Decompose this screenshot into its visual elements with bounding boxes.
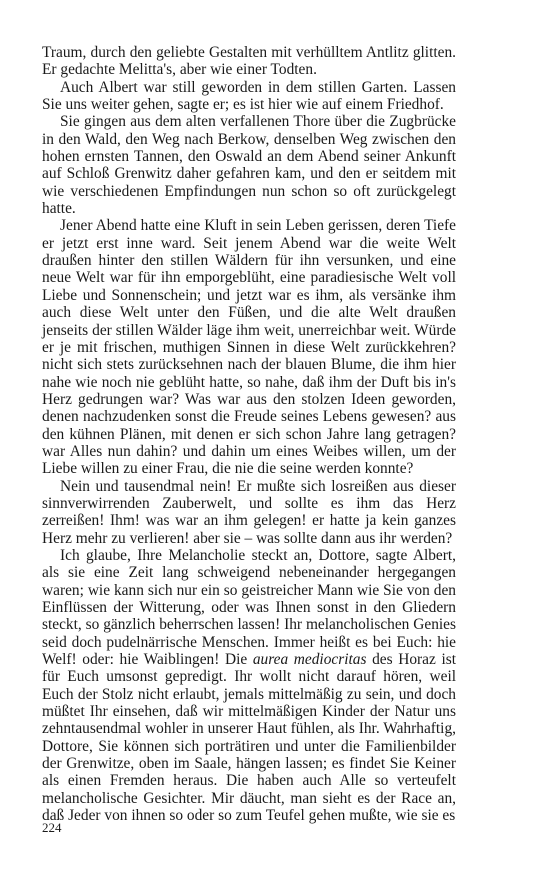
- page-number: 224: [42, 820, 62, 835]
- paragraph-text: des Horaz ist für Euch umsonst gepredigt. Ihr wollt nicht darauf hören, weil Euch der Stolz nicht erlaubt, jemals mittelmäßig zu sein, und doch müßtet Ihr einsehen, daß wir mittelmäßigen Kinder der Natur uns zehntausendmal wohler in unserer Haut fühlen, als Ihr. Wahrhaftig, Dottore, Sie können sich porträtiren und unter die Familienbilder der Grenwitze, oben im Saale, hängen lassen; es findet Sie Keiner als einen Fremden heraus. Die haben auch Alle so verteufelt melancholische Gesichter. Mir däucht, man sieht es der Race an, daß Jeder von ihnen so oder so zum Teufel gehen mußte, wie sie es: [42, 651, 456, 825]
- paragraph: Jener Abend hatte eine Kluft in sein Leben gerissen, deren Tiefe er jetzt erst inne ward. Seit jenem Abend war die weite Welt draußen hinter den stillen Wäldern für ihn versunken, und eine neue Welt war für ihn emporgeblüht, eine paradiesische Welt voll Liebe und Sonnenschein; und jetzt war es ihm, als versänke ihm auch diese Welt unter den Füßen, und die alte Welt draußen jenseits der stillen Wälder läge ihm weit, unerreichbar weit. Würde er je mit frischen, muthigen Sinnen in diese Welt zurückkehren? nicht sich stets zurücksehnen nach der blauen Blume, die ihm hier nahe wie noch nie geblüht hatte, so nahe, daß ihm der Duft bis in's Herz gedrungen war? Was war aus den stolzen Ideen geworden, denen nachzudenken sonst die Freude seines Lebens gewesen? aus den kühnen Plänen, mit denen er sich schon Jahre lang getragen? war Alles nun dahin? und dahin um eines Weibes willen, um der Liebe willen zu einer Frau, die nie die seine werden konnte?: [42, 217, 456, 478]
- paragraph: Nein und tausendmal nein! Er mußte sich losreißen aus dieser sinnverwirrenden Zauberwelt, und sollte es ihm das Herz zerreißen! Ihm! was war an ihm gelegen! er hatte ja kein ganzes Herz mehr zu verlieren! aber sie – was sollte dann aus ihr werden?: [42, 477, 456, 547]
- paragraph: Sie gingen aus dem alten verfallenen Thore über die Zugbrücke in den Wald, den Weg nach Berkow, denselben Weg zwischen den hohen ernsten Tannen, den Oswald an dem Abend seiner Ankunft auf Schloß Grenwitz daher gefahren kam, und den er seitdem mit wie verschiedenen Empfindungen nun schon so oft zurückgelegt hatte.: [42, 113, 456, 218]
- paragraph: [42, 547, 456, 825]
- latin-phrase: aurea mediocritas: [252, 651, 367, 669]
- paragraph: Auch Albert war still geworden in dem stillen Garten. Lassen Sie uns weiter gehen, sagte er; es ist hier wie auf einem Friedhof.: [42, 78, 456, 114]
- body-text: [42, 44, 456, 824]
- paragraph: Traum, durch den geliebte Gestalten mit verhülltem Antlitz glitten. Er gedachte Melitta's, aber wie einer Todten.: [42, 44, 456, 79]
- paragraph-text: Ich glaube, Ihre Melancholie steckt an, Dottore, sagte Albert, als sie eine Zeit lang schweigend nebeneinander hergegangen waren; wie kann sich nur ein so geistreicher Mann wie Sie von den Einflüssen der Witterung, oder was Ihnen sonst in den Gliedern steckt, so gänzlich beherrschen lassen! Ihr melancholischen Genies seid doch pudelnärrische Menschen. Immer heißt es bei Euch: hie Welf! oder: hie Waiblingen! Die: [42, 546, 456, 669]
